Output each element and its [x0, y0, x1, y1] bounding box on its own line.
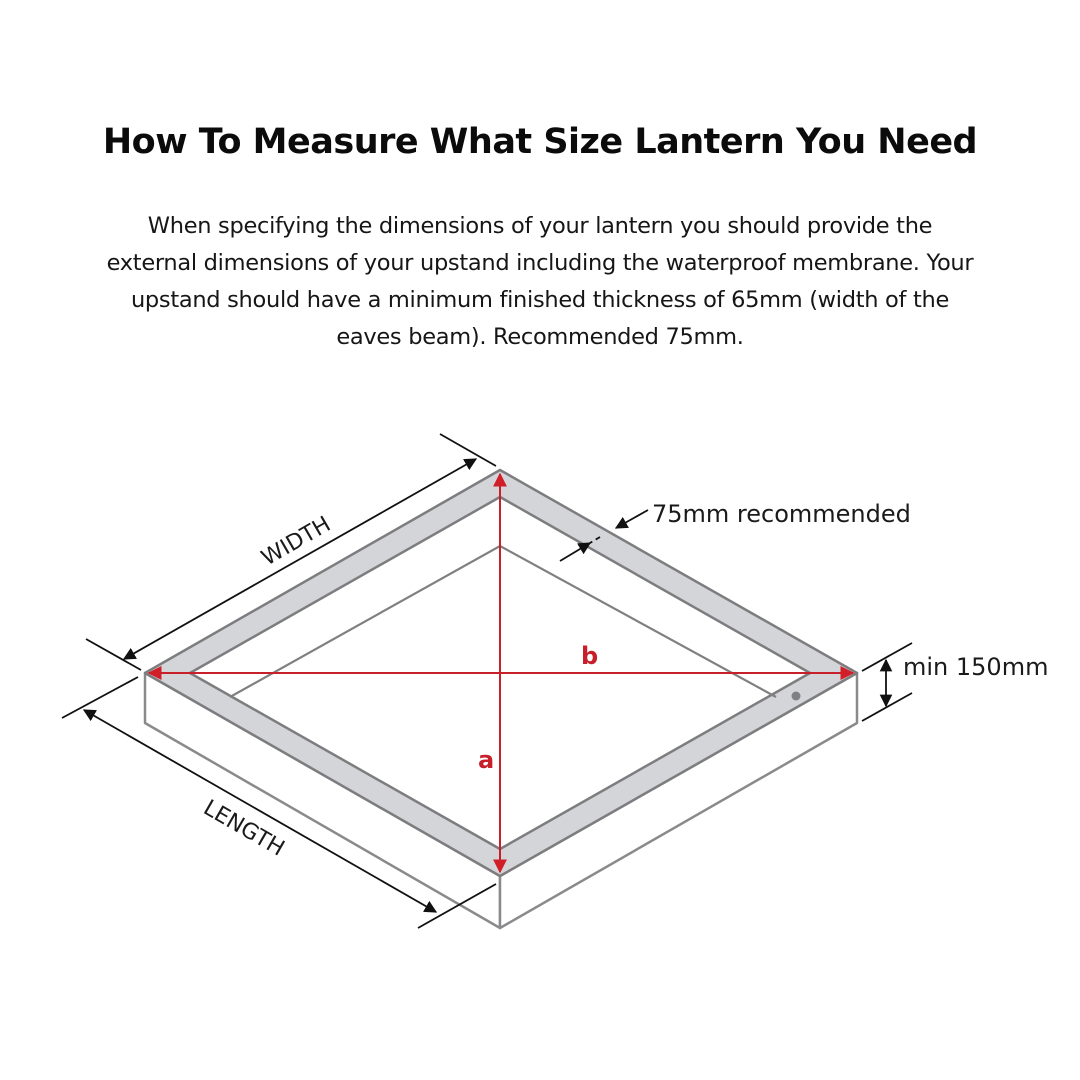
intro-line: When specifying the dimensions of your lantern you should provide the: [147, 213, 933, 239]
length-dimension: [62, 677, 496, 928]
inner-rim-lines: [230, 546, 776, 697]
page-title: How To Measure What Size Lantern You Need: [102, 122, 978, 162]
diagonal-a-label: a: [478, 746, 495, 774]
intro-line: external dimensions of your upstand including the waterproof membrane. Your: [106, 250, 974, 276]
intro-line: upstand should have a minimum finished thickness of 65mm (width of the: [130, 287, 950, 313]
width-label: WIDTH: [257, 511, 336, 572]
thickness-label: 75mm recommended: [652, 500, 911, 528]
intro-line: eaves beam). Recommended 75mm.: [336, 324, 744, 350]
diagonal-b-label: b: [581, 642, 599, 670]
fixing-dot-icon: [792, 692, 801, 701]
length-label: LENGTH: [199, 795, 289, 862]
height-label: min 150mm: [903, 653, 1049, 681]
